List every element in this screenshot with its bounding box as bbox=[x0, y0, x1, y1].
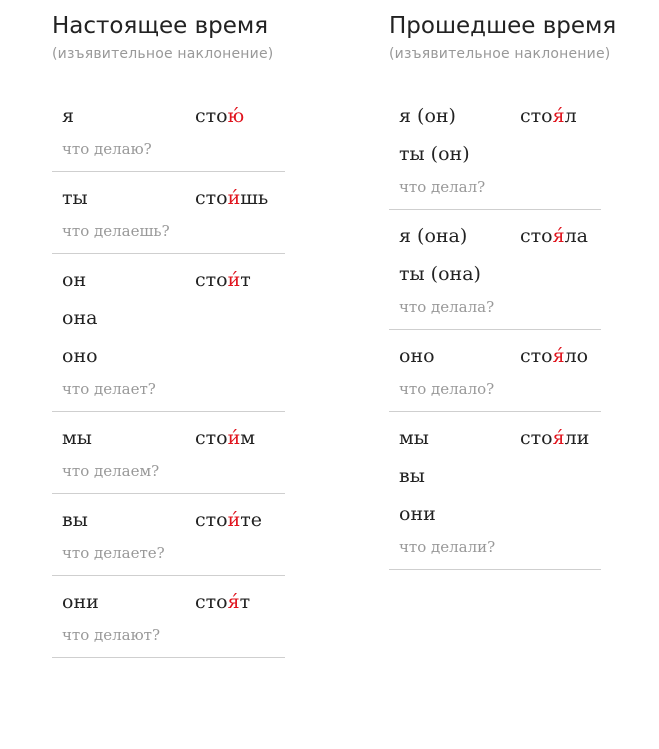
verb-form bbox=[195, 179, 268, 217]
question-hint: что делала? bbox=[399, 298, 495, 316]
stressed-vowel: я́ bbox=[552, 345, 565, 367]
present-tense-subtitle: (изъявительное наклонение) bbox=[52, 46, 274, 62]
verb-ending: ло bbox=[564, 345, 589, 367]
pronoun: они bbox=[62, 591, 99, 613]
question-hint: что делали? bbox=[399, 538, 496, 556]
verb-ending: т bbox=[240, 269, 251, 291]
verb-ending: шь bbox=[240, 187, 269, 209]
verb-stem: сто bbox=[520, 225, 553, 247]
pronoun: вы bbox=[399, 465, 425, 487]
verb-ending: ла bbox=[564, 225, 588, 247]
stressed-vowel: я́ bbox=[227, 591, 240, 613]
present-tense-column bbox=[52, 0, 298, 658]
pronoun: я (он) bbox=[399, 105, 456, 127]
verb-ending: ли bbox=[564, 427, 590, 449]
conjugation-row bbox=[52, 172, 285, 254]
pronoun: оно bbox=[62, 345, 98, 367]
conjugation-row bbox=[389, 330, 601, 412]
pronoun: мы bbox=[399, 427, 429, 449]
row-lines bbox=[62, 254, 285, 411]
question-hint: что делаешь? bbox=[62, 222, 170, 240]
verb-form bbox=[520, 419, 589, 457]
stressed-vowel: и́ bbox=[227, 269, 241, 291]
question-hint: что делаете? bbox=[62, 544, 165, 562]
question-hint: что делал? bbox=[399, 178, 486, 196]
verb-ending: м bbox=[240, 427, 256, 449]
verb-ending: т bbox=[239, 591, 251, 613]
pronoun: мы bbox=[62, 427, 92, 449]
past-tense-column bbox=[389, 0, 639, 570]
question-hint: что делаем? bbox=[62, 462, 160, 480]
verb-stem: сто bbox=[195, 591, 228, 613]
pronoun: ты (он) bbox=[399, 143, 470, 165]
verb-ending: л bbox=[564, 105, 577, 127]
question-hint: что делают? bbox=[62, 626, 160, 644]
verb-form bbox=[520, 97, 577, 135]
pronoun: оно bbox=[399, 345, 435, 367]
conjugation-row bbox=[52, 90, 285, 172]
stressed-vowel: и́ bbox=[227, 427, 241, 449]
pronoun: он bbox=[62, 269, 87, 291]
verb-form bbox=[195, 419, 255, 457]
pronoun: ты bbox=[62, 187, 88, 209]
pronoun: я bbox=[62, 105, 74, 127]
row-lines bbox=[62, 90, 285, 171]
verb-stem: сто bbox=[195, 105, 228, 127]
stressed-vowel: ю́ bbox=[227, 105, 245, 127]
pronoun: вы bbox=[62, 509, 88, 531]
verb-stem: сто bbox=[520, 105, 553, 127]
verb-form bbox=[520, 217, 588, 255]
pronoun: они bbox=[399, 503, 436, 525]
verb-form bbox=[195, 261, 251, 299]
verb-stem: сто bbox=[195, 269, 228, 291]
pronoun: я (она) bbox=[399, 225, 468, 247]
past-tense-title: Прошедшее время bbox=[389, 13, 617, 39]
present-conjugation-table bbox=[52, 90, 298, 658]
verb-stem: сто bbox=[195, 509, 228, 531]
conjugation-row bbox=[52, 412, 285, 494]
conjugation-row bbox=[389, 90, 601, 210]
verb-form bbox=[195, 97, 244, 135]
question-hint: что делает? bbox=[62, 380, 156, 398]
pronoun: ты (она) bbox=[399, 263, 481, 285]
conjugation-row bbox=[52, 254, 285, 412]
verb-stem: сто bbox=[520, 345, 553, 367]
verb-stem: сто bbox=[195, 427, 228, 449]
present-tense-title: Настоящее время bbox=[52, 13, 269, 39]
row-lines bbox=[62, 576, 285, 657]
conjugation-row bbox=[52, 494, 285, 576]
past-tense-subtitle: (изъявительное наклонение) bbox=[389, 46, 611, 62]
stressed-vowel: я́ bbox=[552, 225, 565, 247]
conjugation-row bbox=[389, 412, 601, 570]
stressed-vowel: и́ bbox=[227, 187, 241, 209]
question-hint: что делало? bbox=[399, 380, 495, 398]
stressed-vowel: я́ bbox=[552, 427, 565, 449]
verb-ending: те bbox=[240, 509, 263, 531]
stressed-vowel: я́ bbox=[552, 105, 565, 127]
pronoun: она bbox=[62, 307, 98, 329]
verb-form bbox=[520, 337, 588, 375]
verb-form bbox=[195, 583, 250, 621]
past-conjugation-table bbox=[389, 90, 639, 570]
question-hint: что делаю? bbox=[62, 140, 152, 158]
verb-stem: сто bbox=[520, 427, 553, 449]
verb-form bbox=[195, 501, 262, 539]
conjugation-row bbox=[389, 210, 601, 330]
stressed-vowel: и́ bbox=[227, 509, 241, 531]
verb-stem: сто bbox=[195, 187, 228, 209]
conjugation-row bbox=[52, 576, 285, 658]
